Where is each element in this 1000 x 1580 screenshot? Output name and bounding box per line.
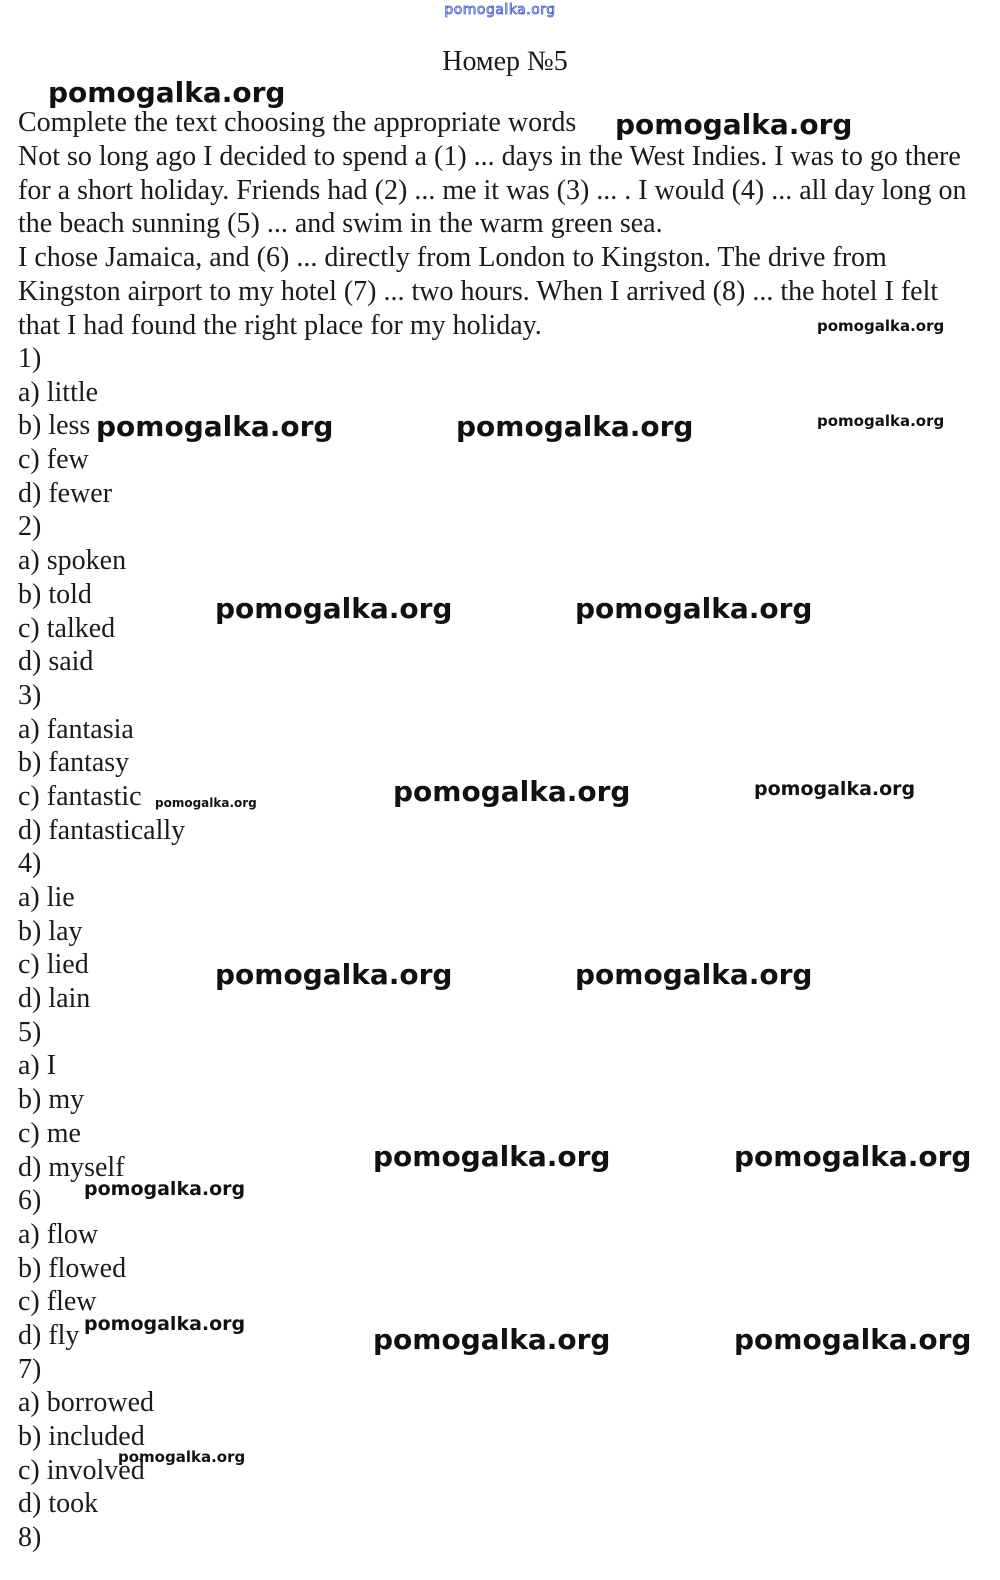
instruction: Complete the text choosing the appropriate words [18,107,577,138]
answer-option: d) fewer [18,477,113,509]
question-number: 8) [18,1522,42,1554]
answer-option: c) talked [18,612,116,644]
watermark: pomogalka.org [575,592,813,625]
watermark: pomogalka.org [575,958,813,991]
watermark: pomogalka.org [817,317,945,335]
paragraph-1: Not so long ago I decided to spend a (1) ... days in the West Indies. I was to go there for a short holiday. Friends had (2) ... me it was (3) ... . I would (4) ... all day long on the beach sunning (5) ... and swim in the warm green sea. [18,140,967,240]
watermark: pomogalka.org [215,592,453,625]
answer-option: c) fantastic [18,780,142,812]
answer-option: d) myself [18,1151,125,1183]
watermark: pomogalka.org [734,1323,972,1356]
answer-option: a) flow [18,1218,99,1250]
site-mark: pomogalka.org [444,2,556,18]
answer-option: b) told [18,578,92,610]
answer-option: b) lay [18,915,83,947]
watermark: pomogalka.org [155,796,257,810]
answer-option: d) said [18,646,94,678]
answer-option: b) flowed [18,1252,127,1284]
answer-option: a) fantasia [18,713,134,745]
answer-option: c) lied [18,949,89,981]
page-title: Номер №5 [442,46,568,77]
watermark: pomogalka.org [393,775,631,808]
answer-option: c) flew [18,1286,97,1318]
question-number: 1) [18,343,42,374]
watermark: pomogalka.org [373,1140,611,1173]
watermark: pomogalka.org [118,1448,246,1466]
watermark: pomogalka.org [817,412,945,430]
watermark: pomogalka.org [456,410,694,443]
answer-option: a) lie [18,882,75,913]
answer-option: c) few [18,444,89,476]
answer-option: b) my [18,1084,85,1116]
watermark: pomogalka.org [734,1140,972,1173]
answer-option: c) involved [18,1454,145,1486]
question-number: 2) [18,511,42,543]
answer-option: d) fly [18,1319,80,1351]
answer-option: d) lain [18,983,91,1015]
answer-option: c) me [18,1117,81,1149]
answer-option: b) included [18,1421,145,1452]
answer-option: a) borrowed [18,1387,155,1419]
answer-option: d) took [18,1488,99,1520]
answer-option: d) fantastically [18,814,186,846]
exercise-text [18,106,983,343]
paragraph-2: I chose Jamaica, and (6) ... directly from London to Kingston. The drive from Kingston airport to my hotel (7) ... two hours. When I arrived (8) ... the hotel I felt that I had found the right place for my holiday. [18,242,939,341]
question-number: 3) [18,679,42,711]
question-number: 6) [18,1185,42,1217]
question-number: 7) [18,1353,42,1385]
question-number: 5) [18,1016,42,1048]
answer-option: a) spoken [18,545,127,577]
answer-option: a) little [18,376,99,408]
watermark: pomogalka.org [84,1178,246,1200]
watermark: pomogalka.org [48,76,286,109]
watermark: pomogalka.org [373,1323,611,1356]
watermark: pomogalka.org [215,958,453,991]
watermark: pomogalka.org [96,410,334,443]
question-list [18,342,718,1555]
question-number: 4) [18,848,42,880]
watermark: pomogalka.org [754,778,916,800]
watermark: pomogalka.org [615,108,853,141]
answer-option: a) I [18,1050,57,1082]
answer-option: b) less [18,410,91,442]
answer-option: b) fantasy [18,747,130,779]
watermark: pomogalka.org [84,1313,246,1335]
